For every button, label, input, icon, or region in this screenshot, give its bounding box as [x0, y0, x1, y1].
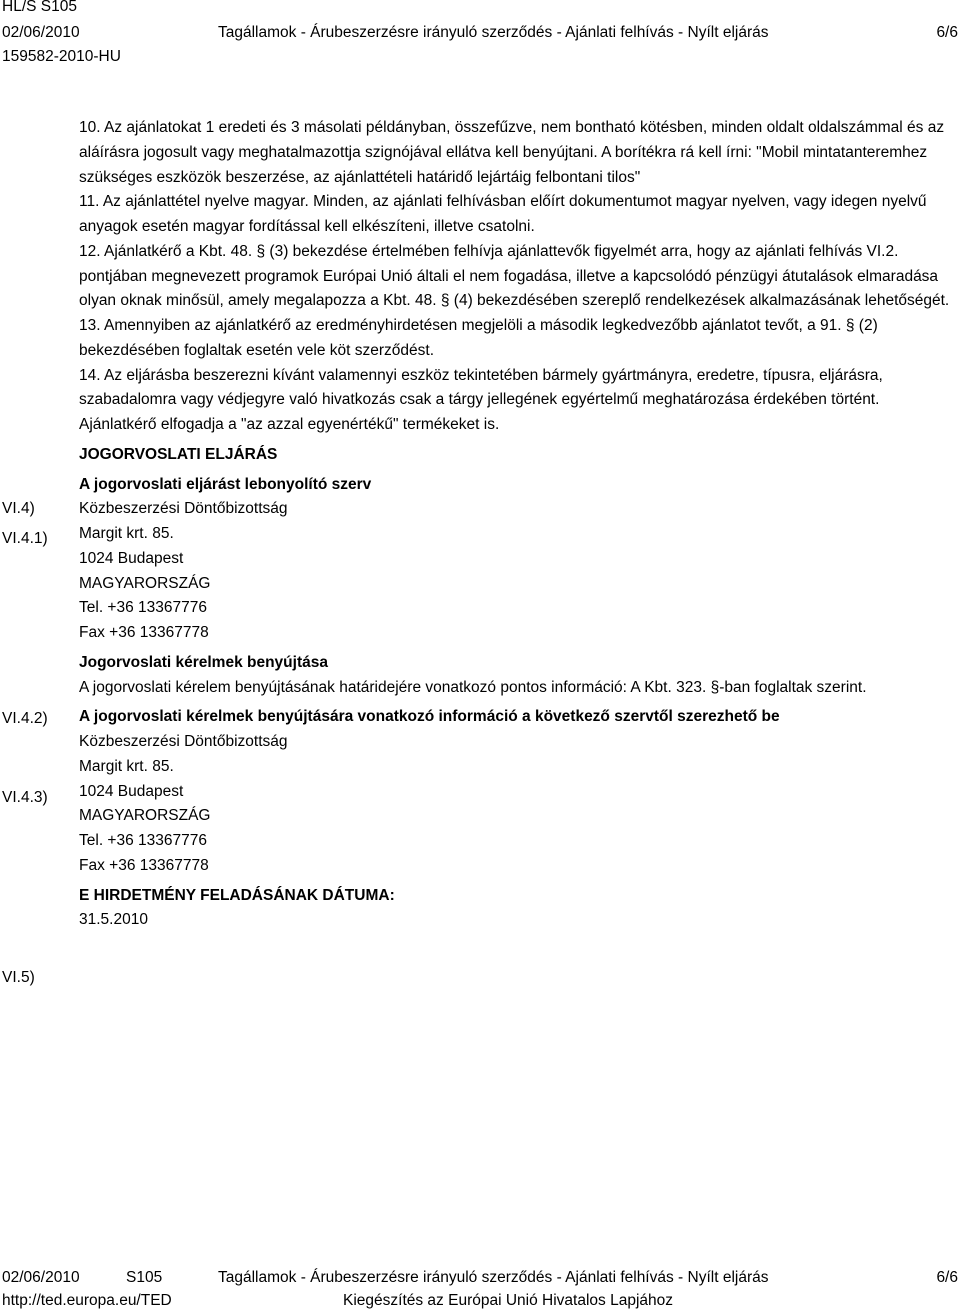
org-fax: Fax +36 13367778	[79, 624, 209, 641]
additional-info-item-11: 11. Az ajánlattétel nyelve magyar. Minden, az ajánlati felhívásban előírt dokumentumot magyar nyelven, vagy idegen nyelvű anyagok esetén magyar fordítással kell elkészíteni, illetve csatolni.	[79, 193, 927, 235]
org-street: Margit krt. 85.	[79, 757, 174, 775]
org-fax: Fax +36 13367778	[79, 856, 209, 874]
footer-title: Tagállamok - Árubeszerzésre irányuló szerződés - Ajánlati felhívás - Nyílt eljárás	[218, 1269, 769, 1286]
section-number-vi43: VI.4.3)	[2, 789, 48, 806]
footer-publication: Kiegészítés az Európai Unió Hivatalos Lapjához	[343, 1292, 673, 1309]
org-name: Közbeszerzési Döntőbizottság	[79, 500, 288, 518]
org-name: Közbeszerzési Döntőbizottság	[79, 733, 288, 750]
lodging-appeals-heading: Jogorvoslati kérelmek benyújtása	[79, 653, 328, 671]
dispatch-date: 31.5.2010	[79, 911, 148, 929]
header-date: 02/06/2010	[2, 24, 80, 41]
org-country: MAGYARORSZÁG	[79, 807, 211, 825]
additional-info-item-14: 14. Az eljárásba beszerezni kívánt valamennyi eszköz tekintetében bármely gyártmányra, eredetre, típusra, eljárásra, szabadalomra vagy védjegyre való hivatkozás csak a tárgy jellegének egyértelmű meghatározása érdekében történt. Ajánlatkérő elfogadja a "az azzal egyenértékű" termékeket is.	[79, 366, 883, 433]
org-phone: Tel. +36 13367776	[79, 832, 207, 849]
footer-page-number: 6/6	[936, 1269, 958, 1286]
org-country: MAGYARORSZÁG	[79, 574, 211, 592]
dispatch-date-heading: E HIRDETMÉNY FELADÁSÁNAK DÁTUMA:	[79, 886, 395, 904]
header-title: Tagállamok - Árubeszerzésre irányuló szerződés - Ajánlati felhívás - Nyílt eljárás	[218, 24, 769, 41]
appeals-info-address	[79, 730, 953, 879]
review-body-heading: A jogorvoslati eljárást lebonyolító szerv	[79, 475, 372, 493]
page-header	[0, 0, 960, 68]
section-number-vi41: VI.4.1)	[2, 530, 48, 547]
additional-info-item-10: 10. Az ajánlatokat 1 eredeti és 3 másolati példányban, összefűzve, nem bontható kötésben, minden oldalt oldalszámmal és az aláírásra jogosult vagy meghatalmazottja szignójával ellátva kell benyújtani. A borítékra rá kell írni: "Mobil mintatanteremhez szükséges eszközök beszerzése, az ajánlattételi határidő lejártáig felbontani tilos"	[79, 119, 945, 186]
notice-body	[79, 116, 953, 933]
page-footer	[0, 1265, 960, 1311]
footer-date: 02/06/2010	[2, 1269, 80, 1286]
footer-series-code: S105	[126, 1269, 163, 1286]
header-page-number: 6/6	[936, 24, 958, 41]
org-city: 1024 Budapest	[79, 549, 184, 567]
header-series: HL/S S105	[2, 0, 77, 15]
footer-url: http://ted.europa.eu/TED	[2, 1292, 172, 1309]
appeals-info-heading: A jogorvoslati kérelmek benyújtására vonatkozó információ a következő szervtől szerezhető be	[79, 708, 780, 726]
section-number-vi4: VI.4)	[2, 500, 35, 517]
additional-info-item-12: 12. Ajánlatkérő a Kbt. 48. § (3) bekezdése értelmében felhívja ajánlattevők figyelmét arra, hogy az ajánlati felhívás VI.2. pontjában megnevezett programok Európai Unió általi el nem fogadása, illetve a kapcsolódó pénzügyi átutalások elmaradása olyan oknak minősül, amely megalapozza a Kbt. 48. § (4) bekezdésében szereplő rendelkezések alkalmazásának lehetőségét.	[79, 242, 950, 310]
section-number-vi5: VI.5)	[2, 969, 35, 986]
org-street: Margit krt. 85.	[79, 525, 174, 542]
header-doc-id: 159582-2010-HU	[2, 48, 121, 65]
lodging-appeals-text: A jogorvoslati kérelem benyújtásának határidejére vonatkozó pontos információ: A Kbt. 323. §-ban foglaltak szerint.	[79, 678, 867, 696]
review-body-address	[79, 497, 953, 646]
review-procedures-heading: JOGORVOSLATI ELJÁRÁS	[79, 445, 278, 463]
additional-info-item-13: 13. Amennyiben az ajánlatkérő az eredményhirdetésen megjelöli a második legkedvezőbb ajánlatot tevőt, a 91. § (2) bekezdésében foglaltak esetén vele köt szerződést.	[79, 317, 878, 359]
section-number-vi42: VI.4.2)	[2, 710, 48, 727]
org-city: 1024 Budapest	[79, 782, 184, 800]
org-phone: Tel. +36 13367776	[79, 599, 207, 617]
